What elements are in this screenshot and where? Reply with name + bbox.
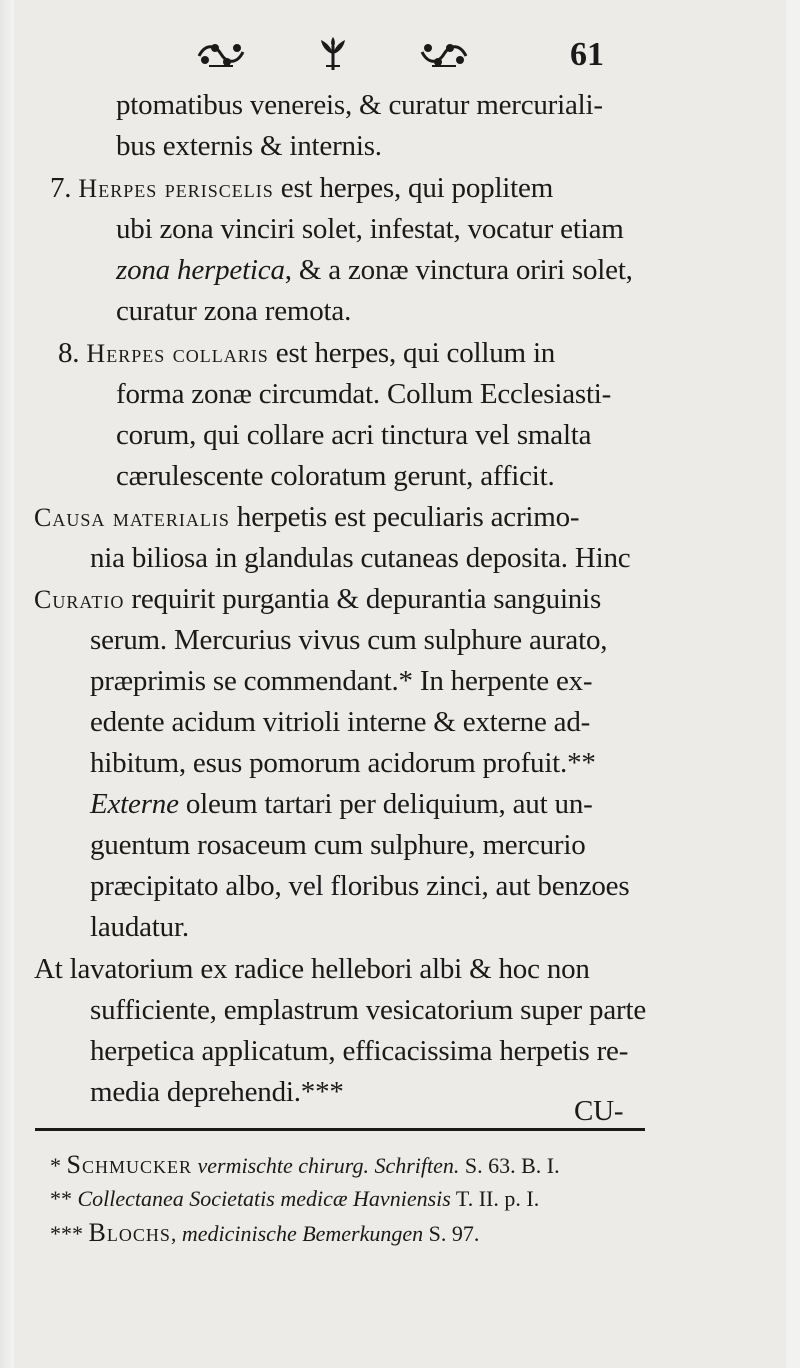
text-line: præprimis se commendant.* In herpente ex- [90, 665, 593, 697]
footnote-title: medicinische Bemerkungen [181, 1221, 424, 1246]
footnote-mark: * [50, 1153, 61, 1178]
text-line [116, 251, 633, 289]
text-line: cærulescente coloratum gerunt, afficit. [116, 460, 555, 492]
text-line: At lavatorium ex radice hellebori albi & hoc non [34, 953, 590, 985]
text-line: hibitum, esus pomorum acidorum profuit.** [90, 747, 596, 779]
text-run: est herpes, qui collum in [275, 337, 556, 369]
footnote-3 [50, 1218, 479, 1249]
text-line: ubi zona vinciri solet, infestat, vocatur etiam [116, 213, 624, 245]
numbered-paragraph-8 [58, 334, 555, 373]
text-line: herpetica applicatum, efficacissima herpetis re- [90, 1035, 629, 1067]
text-run: oleum tartari per deliquium, aut un- [185, 788, 593, 820]
fleuron-left-icon [195, 38, 247, 74]
term-curatio: Curatio [34, 585, 125, 614]
footnote-sep: , [170, 1221, 177, 1246]
footnote-ref: T. II. p. I. [455, 1186, 540, 1211]
curatio-paragraph [34, 580, 601, 619]
fleuron-right-icon [418, 38, 470, 74]
term-herpes-periscelis: Herpes periscelis [78, 174, 274, 203]
term-causa-materialis: Causa materialis [34, 503, 230, 532]
footnote-title: vermischte chirurg. Schriften. [197, 1153, 460, 1178]
text-line: nia biliosa in glandulas cutaneas deposita. Hinc [90, 542, 631, 574]
footnote-ref: S. 97. [428, 1221, 480, 1246]
footnote-1 [50, 1150, 560, 1181]
text-line: edente acidum vitrioli interne & externe ad- [90, 706, 591, 738]
text-run: , & a zonæ vinctura oriri solet, [284, 254, 633, 286]
text-line: sufficiente, emplastrum vesicatorium super parte [90, 994, 646, 1026]
text-line: bus externis & internis. [116, 130, 382, 162]
footnote-2 [50, 1184, 539, 1214]
text-line: ptomatibus venereis, & curatur mercuriali- [116, 89, 603, 121]
text-run: est herpes, qui poplitem [280, 172, 554, 204]
numbered-paragraph-7 [50, 169, 553, 208]
text-line [90, 785, 593, 823]
text-run: requirit purgantia & depurantia sanguinis [131, 583, 602, 615]
header-ornaments [195, 38, 470, 74]
term-herpes-collaris: Herpes collaris [86, 339, 269, 368]
footnote-author: Blochs [88, 1218, 171, 1247]
footnote-ref: S. 63. B. I. [464, 1153, 560, 1178]
text-run: herpetis est peculiaris acrimo- [236, 501, 580, 533]
item-number: 7. [50, 172, 72, 204]
item-number: 8. [58, 337, 80, 369]
text-line: media deprehendi.*** [90, 1076, 344, 1108]
footnote-mark: ** [50, 1186, 72, 1211]
footnote-title: Collectanea Societatis medicæ Havniensis [77, 1186, 451, 1211]
text-line: curatur zona remota. [116, 295, 352, 327]
text-line: laudatur. [90, 911, 189, 943]
italic-term: Externe [90, 788, 179, 820]
fleuron-center-icon [318, 36, 348, 76]
page-number: 61 [570, 36, 604, 73]
catchword: CU- [574, 1095, 624, 1127]
footnote-rule [35, 1128, 645, 1131]
text-line: forma zonæ circumdat. Collum Ecclesiasti- [116, 378, 612, 410]
footnote-author: Schmucker [66, 1150, 192, 1179]
page-edge-shadow [0, 0, 14, 1368]
italic-term: zona herpetica [116, 254, 285, 286]
text-line: guentum rosaceum cum sulphure, mercurio [90, 829, 586, 861]
text-line: præcipitato albo, vel floribus zinci, aut benzoes [90, 870, 630, 902]
causa-paragraph [34, 498, 579, 537]
text-line: serum. Mercurius vivus cum sulphure aurato, [90, 624, 608, 656]
footnote-mark: *** [50, 1221, 83, 1246]
text-line: corum, qui collare acri tinctura vel smalta [116, 419, 592, 451]
